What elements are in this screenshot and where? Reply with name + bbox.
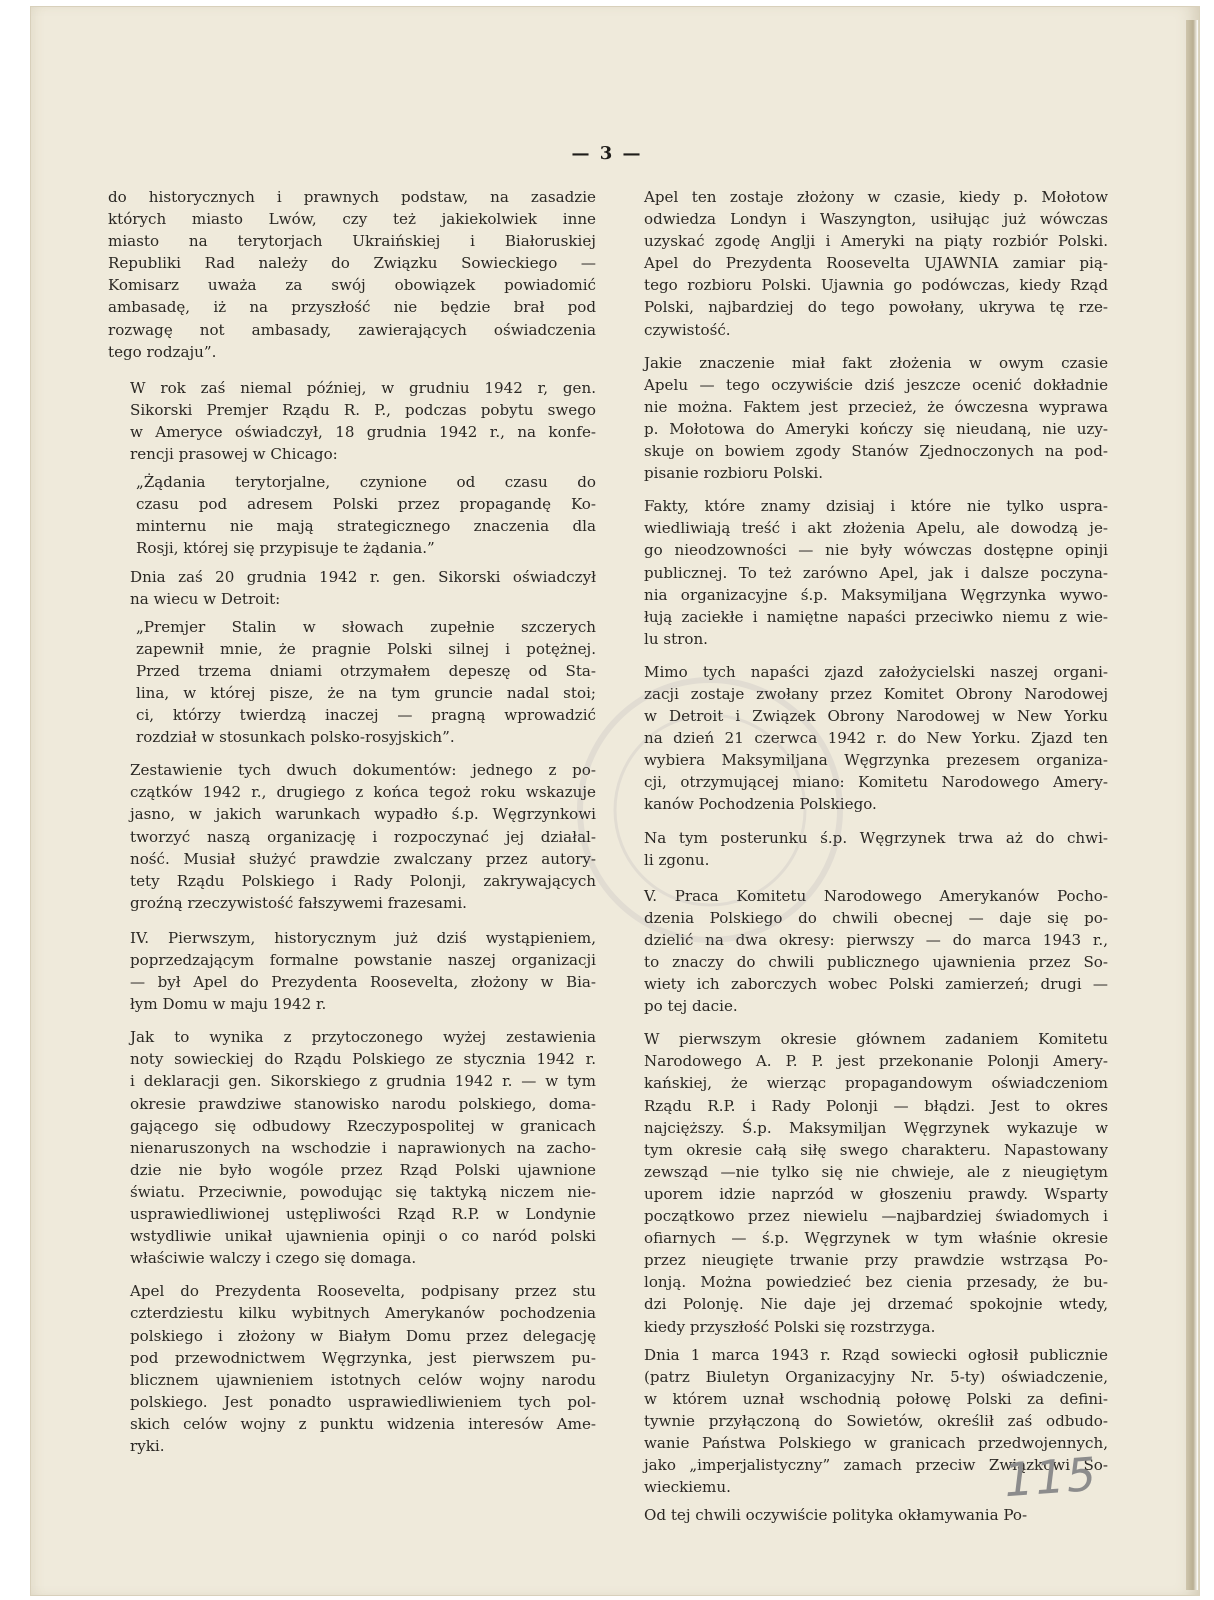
text-line: Rządu R.P. i Rady Polonji — błądzi. Jest to okres <box>644 1096 1108 1115</box>
text-line: wiety ich zaborczych wobec Polski zamierzeń; drugi — <box>644 975 1108 994</box>
text-line: w którem uznał wschodnią połowę Polski za defini- <box>644 1389 1108 1408</box>
text-line: wstydliwie unikał ujawnienia opinji o co naród polski <box>130 1227 596 1246</box>
text-line: skich celów wojny z punktu widzenia interesów Ame- <box>130 1414 596 1433</box>
text-line: w Ameryce oświadczył, 18 grudnia 1942 r., na konfe- <box>130 422 596 441</box>
paragraph <box>622 1028 1108 1337</box>
paragraph <box>108 759 596 914</box>
text-line: wanie Państwa Polskiego w granicach przedwojennych, <box>644 1433 1108 1452</box>
text-line: Narodowego A. P. P. jest przekonanie Polonji Amery- <box>644 1052 1108 1071</box>
text-line: Republiki Rad należy do Związku Sowieckiego — <box>108 254 596 273</box>
paragraph <box>108 1280 596 1457</box>
text-line: „Premjer Stalin w słowach zupełnie szczerych <box>136 617 596 636</box>
paragraph <box>108 1026 596 1269</box>
page-edge <box>1186 20 1198 1590</box>
text-line: kiedy przyszłość Polski się rozstrzyga. <box>644 1317 936 1336</box>
text-line: wybiera Maksymiljana Węgrzynka prezesem organiza- <box>644 751 1108 770</box>
paragraph <box>622 1504 1108 1526</box>
text-line: rozwagę not ambasady, zawierających oświadczenia <box>108 320 596 339</box>
text-line: dzie nie było wogóle przez Rząd Polski ujawnione <box>130 1160 596 1179</box>
text-line: polskiego i złożony w Białym Domu przez delegację <box>130 1326 596 1345</box>
text-line: rozdział w stosunkach polsko-rosyjskich”. <box>136 728 455 747</box>
text-line: usprawiedliwionej ustępliwości Rząd R.P. w Londynie <box>130 1205 596 1224</box>
text-line: okresie prawdziwe stanowisko narodu polskiego, doma- <box>130 1094 596 1113</box>
text-line: ność. Musiał służyć prawdzie zwalczany przez autory- <box>130 849 596 868</box>
text-line: nia organizacyjne ś.p. Maksymiljana Węgrzynka wywo- <box>644 585 1108 604</box>
text-line: Mimo tych napaści zjazd założycielski naszej organi- <box>644 662 1108 681</box>
text-line: wieckiemu. <box>644 1478 731 1497</box>
text-line: dzielić na dwa okresy: pierwszy — do marca 1943 r., <box>644 930 1108 949</box>
text-line: kanów Pochodzenia Polskiego. <box>644 795 877 814</box>
text-line: (patrz Biuletyn Organizacyjny Nr. 5-ty) oświadczenie, <box>644 1367 1108 1386</box>
text-line: pisanie rozbioru Polski. <box>644 464 824 483</box>
text-line: czterdziestu kilku wybitnych Amerykanów pochodzenia <box>130 1304 596 1323</box>
text-line: Dnia zaś 20 grudnia 1942 r. gen. Sikorski oświadczył <box>130 567 596 586</box>
text-line: przez nieugięte trwanie przy prawdzie wstrząsa Po- <box>644 1251 1108 1270</box>
text-line: Dnia 1 marca 1943 r. Rząd sowiecki ogłosił publicznie <box>644 1345 1108 1364</box>
text-line: pod przewodnictwem Węgrzynka, jest pierwszem pu- <box>130 1348 596 1367</box>
paragraph <box>108 377 596 465</box>
paragraph <box>622 352 1108 485</box>
text-line: miasto na terytorjach Ukraińskiej i Białoruskiej <box>108 232 596 251</box>
text-line: W pierwszym okresie głównem zadaniem Komitetu <box>644 1030 1108 1049</box>
text-line: właściwie walczy i czego się domaga. <box>130 1249 417 1268</box>
text-line: go nieodzowności — nie były wówczas dostępne opinji <box>644 541 1108 560</box>
text-line: dzenia Polskiego do chwili obecnej — daje się po- <box>644 908 1108 927</box>
text-line: Fakty, które znamy dzisiaj i które nie tylko uspra- <box>644 497 1108 516</box>
text-line: Apel ten zostaje złożony w czasie, kiedy p. Mołotow <box>644 188 1108 206</box>
text-line: „Żądania terytorjalne, czynione od czasu do <box>136 473 596 492</box>
text-line: jako „imperjalistyczny” zamach przeciw Związkowi So- <box>644 1456 1108 1475</box>
left-column <box>108 186 596 1468</box>
text-line: najcięższy. Ś.p. Maksymiljan Węgrzynek wykazuje w <box>644 1118 1108 1137</box>
paragraph <box>108 566 596 610</box>
text-line: lina, w której pisze, że na tym gruncie nadal stoi; <box>136 683 596 702</box>
paragraph <box>622 827 1108 871</box>
text-line: łują zaciekłe i namiętne napaści przeciwko niemu z wie- <box>644 607 1108 626</box>
text-line: to znaczy do chwili publicznego ujawnienia przez So- <box>644 953 1108 971</box>
text-line: Jakie znaczenie miał fakt złożenia w owym czasie <box>644 353 1108 372</box>
text-line: kańskiej, że wierząc propagandowym oświadczeniom <box>644 1074 1108 1093</box>
text-line: Polski, najbardziej do tego powołany, ukrywa tę rze- <box>644 298 1108 317</box>
paragraph <box>622 186 1108 341</box>
section-iv-paragraph <box>108 927 596 1015</box>
text-line: W rok zaś niemal później, w grudniu 1942 r, gen. <box>130 378 596 397</box>
quotation <box>136 616 596 749</box>
page-number: — 3 — <box>571 143 643 164</box>
text-line: światu. Przeciwnie, powodując się taktyką niczem nie- <box>130 1182 596 1201</box>
text-line: p. Mołotowa do Ameryki kończy się nieudaną, nie uzy- <box>644 419 1108 438</box>
paragraph <box>622 495 1108 650</box>
section-v-paragraph <box>622 885 1108 1018</box>
text-line: ryki. <box>130 1436 165 1455</box>
text-line: na wiecu w Detroit: <box>130 589 281 608</box>
text-line: Zestawienie tych dwuch dokumentów: jednego z po- <box>130 761 596 780</box>
text-line: do historycznych i prawnych podstaw, na zasadzie <box>108 188 596 206</box>
paragraph <box>108 186 596 363</box>
quotation <box>136 471 596 559</box>
text-line: Komisarz uważa za swój obowiązek powiadomić <box>108 276 596 295</box>
text-line: Apel do Prezydenta Roosevelta UJAWNIA zamiar pią- <box>644 254 1108 273</box>
text-line: w Detroit i Związek Obrony Narodowej w New Yorku <box>644 707 1108 726</box>
text-line: cji, otrzymującej miano: Komitetu Narodowego Amery- <box>644 773 1108 792</box>
text-line: Apelu — tego oczywiście dziś jeszcze ocenić dokładnie <box>644 375 1108 394</box>
text-line: rencji prasowej w Chicago: <box>130 445 338 464</box>
text-line: Na tym posterunku ś.p. Węgrzynek trwa aż do chwi- <box>644 828 1108 847</box>
text-line: tywnie przyłączoną do Sowietów, określił zaś odbudo- <box>644 1411 1108 1430</box>
text-line: noty sowieckiej do Rządu Polskiego ze stycznia 1942 r. <box>130 1050 596 1069</box>
text-line: minternu nie mają strategicznego znaczenia dla <box>136 517 596 536</box>
text-line: Sikorski Premjer Rządu R. P., podczas pobytu swego <box>130 400 596 419</box>
text-line: Jak to wynika z przytoczonego wyżej zestawienia <box>130 1028 596 1047</box>
text-line: zacji zostaje zwołany przez Komitet Obrony Narodowej <box>644 684 1108 703</box>
text-line: tym okresie całą siłę swego charakteru. Napastowany <box>644 1140 1108 1159</box>
text-line: których miasto Lwów, czy też jakiekolwiek inne <box>108 210 596 229</box>
text-line: nie można. Faktem jest przecież, że ówczesna wyprawa <box>644 397 1108 416</box>
handwritten-page-note: 115 <box>1002 1446 1100 1508</box>
text-line: tworzyć naszą organizację i rozpoczynać jej działal- <box>130 827 596 846</box>
text-line: lonją. Można powiedzieć bez cienia przesady, że bu- <box>644 1273 1108 1292</box>
text-line: ambasadę, iż na przyszłość nie będzie brał pod <box>108 298 596 317</box>
text-line: czywistość. <box>644 320 731 339</box>
text-line: i deklaracji gen. Sikorskiego z grudnia 1942 r. — w tym <box>130 1072 596 1091</box>
text-line: ofiarnych — ś.p. Węgrzynek w tym właśnie okresie <box>644 1229 1108 1248</box>
text-line: czątków 1942 r., drugiego z końca tegoż roku wskazuje <box>130 783 596 802</box>
text-line: tego rodzaju”. <box>108 342 217 361</box>
text-line: nienaruszonych na wschodzie i naprawionych na zacho- <box>130 1138 596 1157</box>
text-line: lu stron. <box>644 629 708 648</box>
text-line: początkowo przez niewielu —najbardziej świadomych i <box>644 1207 1108 1226</box>
text-line: zapewnił mnie, że pragnie Polski silnej i potężnej. <box>136 639 596 658</box>
text-line: czasu pod adresem Polski przez propagandę Ko- <box>136 495 596 514</box>
text-line: jasno, w jakich warunkach wypadło ś.p. Węgrzynkowi <box>130 805 596 824</box>
text-line: skuje on bowiem zgody Stanów Zjednoczonych na pod- <box>644 442 1108 461</box>
text-line: Rosji, której się przypisuje te żądania.” <box>136 539 435 558</box>
text-line: odwiedza Londyn i Waszyngton, usiłując już wówczas <box>644 210 1108 229</box>
text-line: V. Praca Komitetu Narodowego Amerykanów Pocho- <box>644 886 1108 905</box>
text-line: uporem idzie naprzód w głoszeniu prawdy. Wsparty <box>644 1184 1108 1203</box>
text-line: poprzedzającym formalne powstanie naszej organizacji <box>130 951 596 969</box>
text-line: Od tej chwili oczywiście polityka okłamywania Po- <box>644 1506 1028 1525</box>
paragraph <box>622 661 1108 816</box>
text-line: po tej dacie. <box>644 997 738 1016</box>
text-line: łym Domu w maju 1942 r. <box>130 995 327 1014</box>
text-line: dzi Polonję. Nie daje jej drzemać spokojnie wtedy, <box>644 1295 1108 1314</box>
text-line: na dzień 21 czerwca 1942 r. do New Yorku. Zjazd ten <box>644 729 1108 748</box>
text-line: publicznej. To też zarówno Apel, jak i dalsze poczyna- <box>644 563 1108 582</box>
text-line: li zgonu. <box>644 850 710 869</box>
text-line: ci, którzy twierdzą inaczej — pragną wprowadzić <box>136 706 596 725</box>
text-line: blicznem ujawnieniem istotnych celów wojny narodu <box>130 1370 596 1389</box>
text-line: zewsząd —nie tylko się nie chwieje, ale z nieugiętym <box>644 1162 1108 1181</box>
text-line: wiedliwiają treść i akt złożenia Apelu, ale dowodzą je- <box>644 519 1108 538</box>
text-line: tego rozbioru Polski. Ujawnia go podówczas, kiedy Rząd <box>644 276 1108 295</box>
text-line: tety Rządu Polskiego i Rady Polonji, zakrywających <box>130 871 596 890</box>
right-column <box>622 186 1108 1526</box>
text-line: Apel do Prezydenta Roosevelta, podpisany przez stu <box>130 1282 596 1301</box>
text-line: uzyskać zgodę Anglji i Ameryki na piąty rozbiór Polski. <box>644 232 1108 251</box>
text-line: — był Apel do Prezydenta Roosevelta, złożony w Bia- <box>130 973 596 992</box>
text-line: polskiego. Jest ponadto usprawiedliwieniem tych pol- <box>130 1392 596 1411</box>
text-line: groźną rzeczywistość fałszywemi frazesami. <box>130 893 467 912</box>
text-line: Przed trzema dniami otrzymałem depeszę od Sta- <box>136 661 596 680</box>
text-line: gającego się odbudowy Rzeczypospolitej w granicach <box>130 1116 596 1135</box>
text-line: IV. Pierwszym, historycznym już dziś wystąpieniem, <box>130 928 596 947</box>
